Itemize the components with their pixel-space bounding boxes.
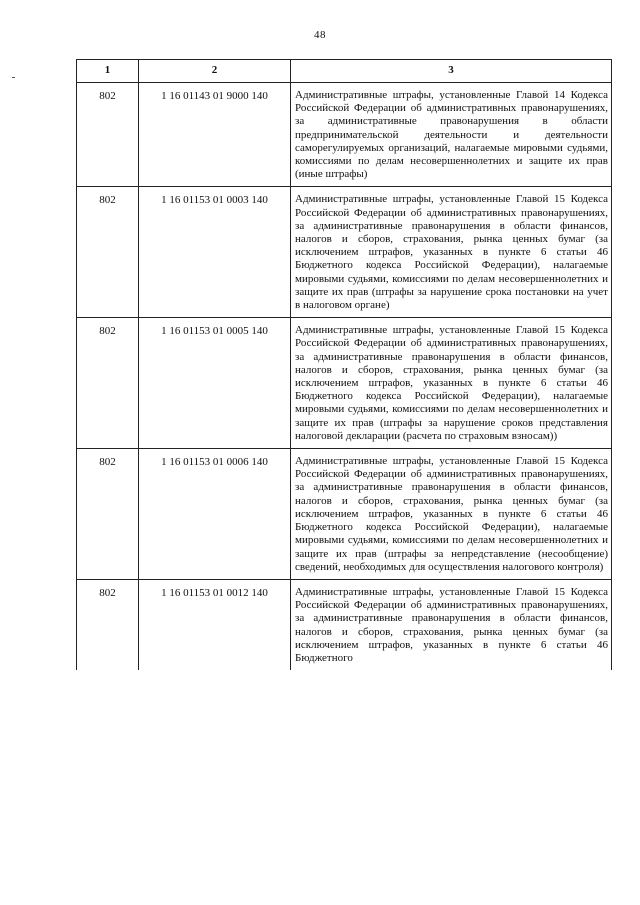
column-header-1: 1 [77,60,139,83]
page-number: 48 [314,29,326,41]
admin-code-cell: 802 [77,83,139,187]
admin-code-cell: 802 [77,318,139,449]
kbk-code-cell: 1 16 01153 01 0005 140 [139,318,291,449]
column-header-2: 2 [139,60,291,83]
kbk-code-cell: 1 16 01153 01 0006 140 [139,449,291,580]
description-cell: Административные штрафы, установленные Главой 15 Кодекса Российской Федерации об административных правонарушениях, за административные правонарушения в области финансов, налогов и сборов, страхования, рынка ценных бумаг (за исключением штрафов, указанных в пункте 6 статьи 46 Бюджетного кодекса Российской Федерации), налагаемые мировыми судьями, комиссиями по делам несовершеннолетних и защите их прав (штрафы за непредставление (несообщение) сведений, необходимых для осуществления налогового контроля) [291,449,612,580]
admin-code-cell: 802 [77,579,139,670]
kbk-code-cell: 1 16 01153 01 0012 140 [139,579,291,670]
kbk-code-cell: 1 16 01153 01 0003 140 [139,187,291,318]
admin-code-cell: 802 [77,187,139,318]
column-header-3: 3 [291,60,612,83]
admin-code-cell: 802 [77,449,139,580]
kbk-code-cell: 1 16 01143 01 9000 140 [139,83,291,187]
table-row [77,187,612,318]
description-cell: Административные штрафы, установленные Главой 15 Кодекса Российской Федерации об административных правонарушениях, за административные правонарушения в области финансов, налогов и сборов, страхования, рынка ценных бумаг (за исключением штрафов, указанных в пункте 6 статьи 46 Бюджетного [291,579,612,670]
table-row [77,579,612,670]
description-cell: Административные штрафы, установленные Главой 14 Кодекса Российской Федерации об административных правонарушениях, за административные правонарушения в области предпринимательской деятельности и деятельности саморегулируемых организаций, налагаемые мировыми судьями, комиссиями по делам несовершеннолетних и защите их прав (иные штрафы) [291,83,612,187]
table-row [77,449,612,580]
budget-codes-table [76,59,612,670]
description-cell: Административные штрафы, установленные Главой 15 Кодекса Российской Федерации об административных правонарушениях, за административные правонарушения в области финансов, налогов и сборов, страхования, рынка ценных бумаг (за исключением штрафов, указанных в пункте 6 статьи 46 Бюджетного кодекса Российской Федерации), налагаемые мировыми судьями, комиссиями по делам несовершеннолетних и защите их прав (штрафы за нарушение сроков представления налоговой декларации (расчета по страховым взносам)) [291,318,612,449]
table-header-row [77,60,612,83]
margin-mark [12,77,15,78]
table-row [77,83,612,187]
description-cell: Административные штрафы, установленные Главой 15 Кодекса Российской Федерации об административных правонарушениях, за административные правонарушения в области финансов, налогов и сборов, страхования, рынка ценных бумаг (за исключением штрафов, указанных в пункте 6 статьи 46 Бюджетного кодекса Российской Федерации), налагаемые мировыми судьями, комиссиями по делам несовершеннолетних и защите их прав (штрафы за нарушение срока постановки на учет в налоговом органе) [291,187,612,318]
table-row [77,318,612,449]
